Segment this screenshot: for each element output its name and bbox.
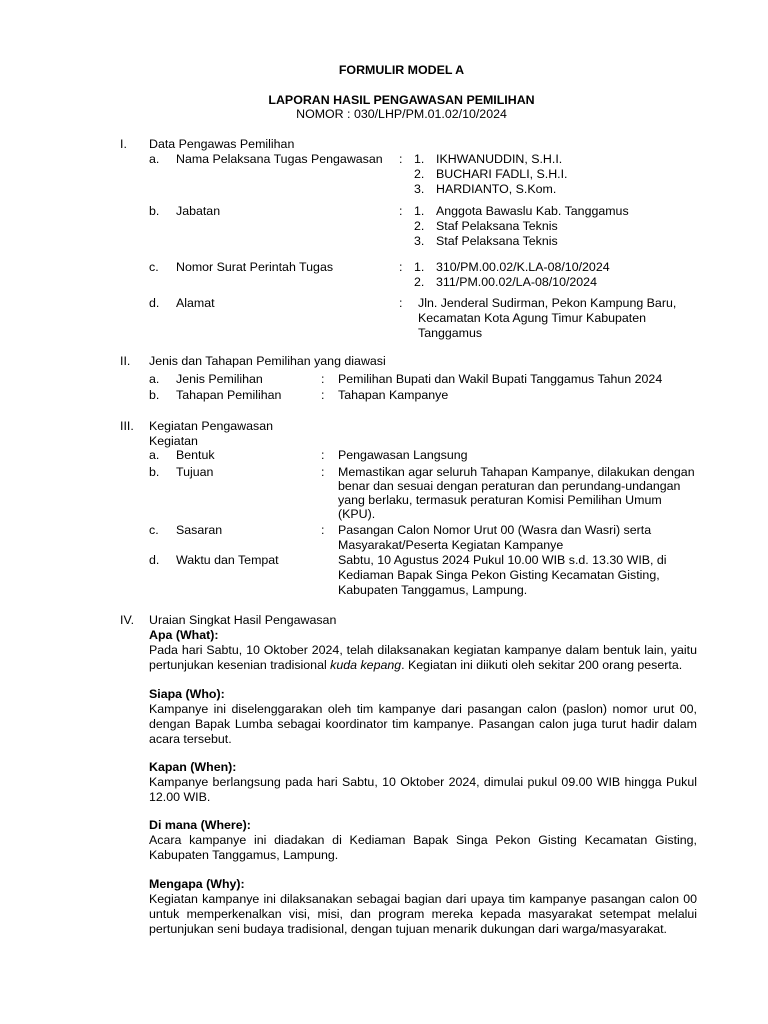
section-1d-colon: : — [399, 296, 403, 310]
list-number: 1. — [414, 204, 425, 218]
section-3c-label: Sasaran — [176, 523, 223, 537]
what-paragraph — [149, 628, 697, 673]
report-title: LAPORAN HASIL PENGAWASAN PEMILIHAN — [268, 93, 535, 107]
section-3d-letter: d. — [149, 553, 160, 567]
address-line: Tanggamus — [418, 326, 483, 340]
section-1b-label: Jabatan — [176, 204, 221, 218]
section-2-title: Jenis dan Tahapan Pemilihan yang diawasi — [149, 354, 386, 368]
section-2a-label: Jenis Pemilihan — [176, 372, 263, 386]
section-1a-colon: : — [399, 152, 403, 166]
target-line: Masyarakat/Peserta Kegiatan Kampanye — [338, 538, 564, 552]
section-2b-letter: b. — [149, 388, 160, 402]
section-1c-colon: : — [399, 260, 403, 274]
list-number: 1. — [414, 152, 425, 166]
list-number: 2. — [414, 275, 425, 289]
objective-line: (KPU). — [338, 507, 376, 521]
time-place-line: Kediaman Bapak Singa Pekon Gisting Kecamatan Gisting, — [338, 568, 660, 582]
warrant-number: 311/PM.00.02/LA-08/10/2024 — [436, 275, 597, 289]
section-2a-letter: a. — [149, 372, 160, 386]
what-text-italic: kuda kepang — [330, 658, 402, 672]
section-1a-label: Nama Pelaksana Tugas Pengawasan — [176, 152, 383, 166]
section-1-number: I. — [120, 137, 127, 151]
time-place-line: Kabupaten Tanggamus, Lampung. — [338, 583, 528, 597]
list-number: 3. — [414, 234, 425, 248]
section-1c-label: Nomor Surat Perintah Tugas — [176, 260, 334, 274]
what-text-after: . Kegiatan ini diikuti oleh sekitar 200 orang peserta. — [401, 658, 683, 672]
section-3a-letter: a. — [149, 448, 160, 462]
objective-line: Memastikan agar seluruh Tahapan Kampanye, dilakukan dengan — [338, 465, 695, 479]
section-1b-colon: : — [399, 204, 403, 218]
section-1d-label: Alamat — [176, 296, 215, 310]
section-3c-colon: : — [321, 523, 325, 537]
when-paragraph — [149, 760, 697, 805]
section-3b-label: Tujuan — [176, 465, 214, 479]
section-3-number: III. — [120, 419, 134, 433]
report-number: NOMOR : 030/LHP/PM.01.02/10/2024 — [296, 107, 507, 121]
why-text: Kegiatan kampanye ini dilaksanakan sebagai bagian dari upaya tim kampanye pasangan calon 00 untuk memperkenalkan visi, misi, dan program mereka kepada masyarakat setempat melalui pertunjukan seni budaya tradisional, dengan tujuan menarik dukungan dari warga/masyarakat. — [149, 892, 697, 936]
target-line: Pasangan Calon Nomor Urut 00 (Wasra dan Wasri) serta — [338, 523, 652, 537]
section-3-subtitle: Kegiatan — [149, 434, 198, 448]
address-line: Kecamatan Kota Agung Timur Kabupaten — [418, 311, 647, 325]
section-2b-colon: : — [321, 388, 325, 402]
officer-name: BUCHARI FADLI, S.H.I. — [436, 167, 568, 181]
where-text: Acara kampanye ini diadakan di Kediaman Bapak Singa Pekon Gisting Kecamatan Gisting, Kabupaten Tanggamus, Lampung. — [149, 833, 697, 862]
section-3-title: Kegiatan Pengawasan — [149, 419, 274, 433]
list-number: 2. — [414, 219, 425, 233]
section-1c-letter: c. — [149, 260, 159, 274]
who-text: Kampanye ini diselenggarakan oleh tim kampanye dari pasangan calon (paslon) nomor urut 00, dengan Bapak Lumba sebagai koordinator tim kampanye. Pasangan calon juga turut hadir dalam acara tersebut. — [149, 702, 697, 746]
section-1d-letter: d. — [149, 296, 160, 310]
what-heading: Apa (What): — [149, 628, 219, 642]
officer-position: Staf Pelaksana Teknis — [436, 234, 558, 248]
section-3a-label: Bentuk — [176, 448, 215, 462]
section-3d-label: Waktu dan Tempat — [176, 553, 279, 567]
list-number: 3. — [414, 182, 425, 196]
warrant-number: 310/PM.00.02/K.LA-08/10/2024 — [436, 260, 610, 274]
officer-name: IKHWANUDDIN, S.H.I. — [436, 152, 563, 166]
address-line: Jln. Jenderal Sudirman, Pekon Kampung Baru, — [418, 296, 677, 310]
section-4-title: Uraian Singkat Hasil Pengawasan — [149, 613, 337, 627]
section-3b-colon: : — [321, 465, 325, 479]
section-3a-colon: : — [321, 448, 325, 462]
when-heading: Kapan (When): — [149, 760, 237, 774]
officer-position: Anggota Bawaslu Kab. Tanggamus — [436, 204, 629, 218]
section-1-title: Data Pengawas Pemilihan — [149, 137, 295, 151]
section-1a-letter: a. — [149, 152, 160, 166]
time-place-line: Sabtu, 10 Agustus 2024 Pukul 10.00 WIB s.d. 13.30 WIB, di — [338, 553, 667, 567]
who-paragraph — [149, 687, 697, 747]
section-2b-label: Tahapan Pemilihan — [176, 388, 282, 402]
section-4-number: IV. — [120, 613, 135, 627]
why-heading: Mengapa (Why): — [149, 877, 245, 891]
section-3a-value: Pengawasan Langsung — [338, 448, 468, 462]
section-2-number: II. — [120, 354, 131, 368]
why-paragraph — [149, 877, 697, 937]
section-2a-colon: : — [321, 372, 325, 386]
section-3b-letter: b. — [149, 465, 160, 479]
where-heading: Di mana (Where): — [149, 818, 251, 832]
when-text: Kampanye berlangsung pada hari Sabtu, 10 Oktober 2024, dimulai pukul 09.00 WIB hingga Pukul 12.00 WIB. — [149, 775, 697, 804]
list-number: 1. — [414, 260, 425, 274]
section-2b-value: Tahapan Kampanye — [338, 388, 449, 402]
objective-line: benar dan sesuai dengan peraturan dan perundang-undangan — [338, 479, 681, 493]
section-1b-letter: b. — [149, 204, 160, 218]
what-text-before: Pada hari Sabtu, 10 Oktober 2024, telah dilaksanakan kegiatan kampanye dalam bentuk lain, yaitu pertunjukan kesenian tradisional — [149, 643, 697, 672]
where-paragraph — [149, 818, 697, 863]
section-2a-value: Pemilihan Bupati dan Wakil Bupati Tanggamus Tahun 2024 — [338, 372, 663, 386]
officer-name: HARDIANTO, S.Kom. — [436, 182, 557, 196]
objective-line: yang berlaku, termasuk peraturan Komisi Pemilihan Umum — [338, 493, 662, 507]
list-number: 2. — [414, 167, 425, 181]
who-heading: Siapa (Who): — [149, 687, 225, 701]
officer-position: Staf Pelaksana Teknis — [436, 219, 558, 233]
form-title: FORMULIR MODEL A — [338, 63, 465, 77]
section-3c-letter: c. — [149, 523, 159, 537]
